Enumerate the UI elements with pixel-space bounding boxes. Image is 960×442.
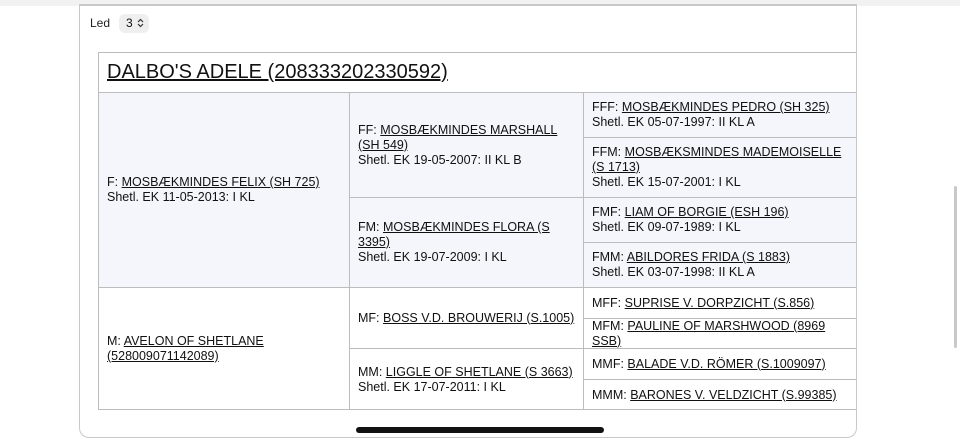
cell-fmm [584, 243, 857, 288]
pedigree-table [98, 52, 857, 410]
mmm-link[interactable]: BARONES V. VELDZICHT (S.99385) [630, 387, 837, 402]
father-link[interactable]: MOSBÆKMINDES FELIX (SH 725) [121, 175, 320, 189]
cell-mf [350, 288, 584, 349]
cell-ff [350, 93, 584, 198]
home-indicator[interactable] [356, 427, 604, 433]
role-label: MM: [358, 364, 383, 379]
generations-control [90, 13, 149, 33]
cell-mother [99, 288, 350, 410]
role-label: MFF: [592, 295, 622, 310]
mff-link[interactable]: SUPRISE V. DORPZICHT (S.856) [624, 295, 815, 310]
role-label: FMF: [592, 205, 622, 219]
mmf-link[interactable]: BALADE V.D. RÖMER (S.1009097) [627, 356, 826, 371]
role-label: FM: [358, 220, 380, 234]
generations-select[interactable] [119, 14, 149, 33]
cell-mfm [584, 319, 857, 349]
fmm-info: Shetl. EK 03-07-1998: II KL A [592, 265, 755, 279]
role-label: FMM: [592, 250, 624, 264]
mf-link[interactable]: BOSS V.D. BROUWERIJ (S.1005) [383, 310, 575, 325]
up-down-chevron-icon [137, 18, 144, 28]
cell-mmf [584, 349, 857, 380]
fff-info: Shetl. EK 05-07-1997: II KL A [592, 115, 755, 129]
fmf-link[interactable]: LIAM OF BORGIE (ESH 196) [624, 205, 789, 219]
cell-fmf [584, 198, 857, 243]
ff-info: Shetl. EK 19-05-2007: II KL B [358, 152, 522, 167]
fm-link[interactable]: MOSBÆKMINDES FLORA (S 3395) [358, 220, 550, 249]
role-label: FFM: [592, 145, 622, 159]
cell-mmm [584, 380, 857, 410]
role-label: MFM: [592, 318, 624, 333]
role-label: FFF: [592, 100, 619, 114]
role-label: MF: [358, 310, 380, 325]
cell-fff [584, 93, 857, 138]
generations-label: Led [90, 16, 111, 30]
cell-ffm [584, 138, 857, 198]
generations-value: 3 [126, 16, 133, 30]
fmm-link[interactable]: ABILDORES FRIDA (S 1883) [626, 250, 790, 264]
pedigree-panel [79, 4, 857, 438]
cell-father [99, 93, 350, 288]
role-label: MMM: [592, 387, 627, 402]
mm-info: Shetl. EK 17-07-2011: I KL [358, 379, 506, 394]
ffm-link[interactable]: MOSBÆKSMINDES MADEMOISELLE (S 1713) [592, 145, 842, 174]
mother-link[interactable]: AVELON OF SHETLANE (528009071142089) [107, 334, 264, 363]
mfm-link[interactable]: PAULINE OF MARSHWOOD (8969 SSB) [592, 318, 826, 348]
cell-mm [350, 349, 584, 410]
father-info: Shetl. EK 11-05-2013: I KL [107, 190, 255, 204]
mm-link[interactable]: LIGGLE OF SHETLANE (S 3663) [385, 364, 573, 379]
role-label: MMF: [592, 356, 624, 371]
ffm-info: Shetl. EK 15-07-2001: I KL [592, 175, 741, 189]
horse-name-link[interactable]: DALBO'S ADELE (208333202330592) [107, 61, 448, 83]
cell-mff [584, 288, 857, 319]
role-label: F: [107, 175, 119, 189]
role-label: M: [107, 334, 121, 348]
ff-link[interactable]: MOSBÆKMINDES MARSHALL (SH 549) [358, 122, 558, 152]
cell-fm [350, 198, 584, 288]
fmf-info: Shetl. EK 09-07-1989: I KL [592, 220, 741, 234]
pedigree-title [99, 53, 857, 93]
fff-link[interactable]: MOSBÆKMINDES PEDRO (SH 325) [621, 100, 830, 114]
fm-info: Shetl. EK 19-07-2009: I KL [358, 250, 507, 264]
role-label: FF: [358, 122, 377, 137]
page-scrollbar[interactable] [954, 186, 957, 348]
